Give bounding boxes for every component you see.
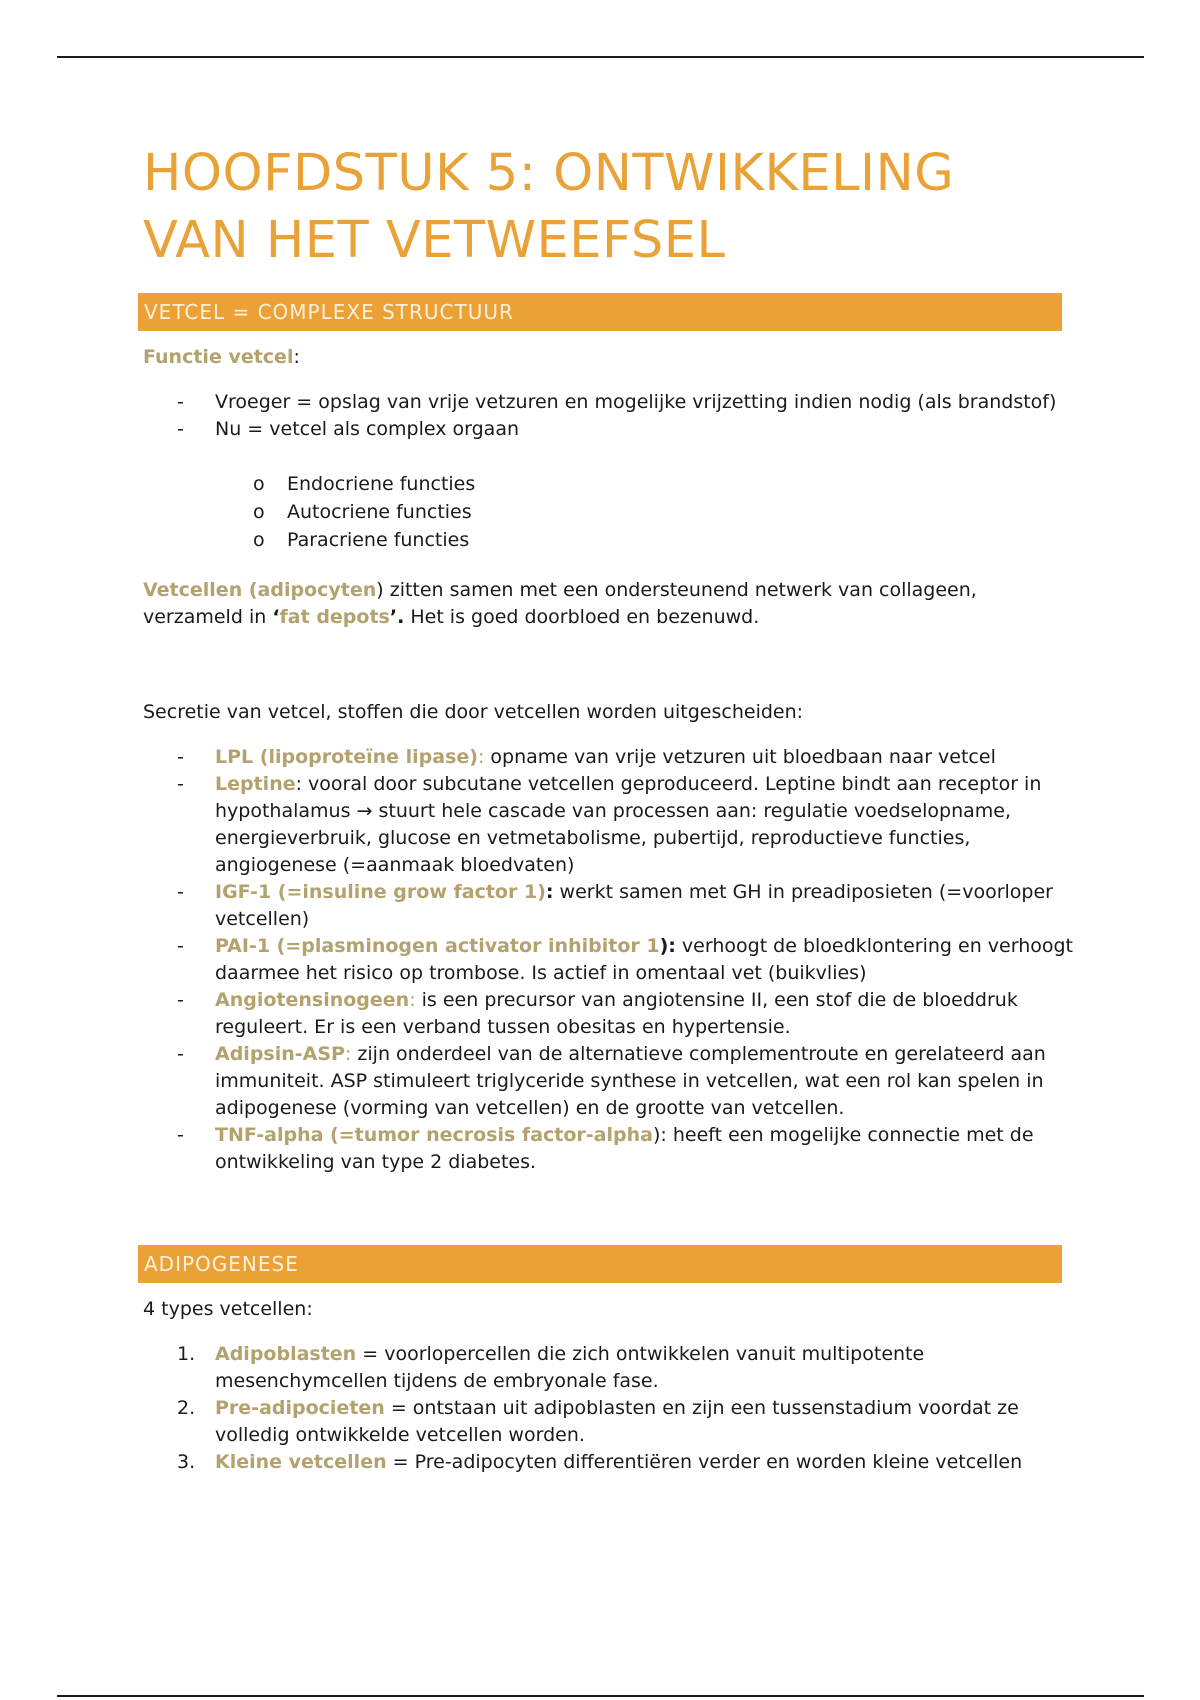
secretie-text: verhoogt de bloedklontering en verhoogt daarmee het risico op trombose. Is actief in omentaal vet (buikvlies) [215,935,1073,984]
secretie-text: is een precursor van angiotensine II, een stof die de bloeddruk reguleert. Er is een verband tussen obesitas en hypertensie. [215,989,1018,1038]
secretie-item-leptine [143,771,1073,879]
secretie-text: opname van vrije vetzuren uit bloedbaan naar vetcel [484,746,996,768]
type-text: = Pre-adipocyten differentiëren verder en worden kleine vetcellen [386,1451,1023,1473]
number-marker: 2. [177,1397,196,1419]
functie-label-line [143,344,1073,371]
sub-list-item [143,526,1073,554]
bottom-rule [57,1695,1144,1697]
secretie-sep: : [344,1043,352,1065]
number-marker: 1. [177,1343,196,1365]
type-text: = ontstaan uit adipoblasten en zijn een tussenstadium voordat ze volledig ontwikkelde vetcellen worden. [215,1397,1019,1446]
list-item [143,1395,1073,1449]
list-item-text: Nu = vetcel als complex orgaan [215,418,519,440]
secretie-sep: ): [659,935,676,957]
secretie-term: Angiotensinogeen [215,989,410,1011]
sub-list-item-text: Endocriene functies [287,473,476,495]
secretie-term: LPL (lipoproteïne lipase) [215,746,478,768]
top-rule [57,56,1144,58]
secretie-list [143,744,1073,1176]
secretie-intro: Secretie van vetcel, stoffen die door vetcellen worden uitgescheiden: [143,701,804,723]
bullet-marker: - [177,418,184,440]
functie-label: Functie vetcel [143,346,294,368]
bullet-marker: - [177,1043,184,1065]
sub-list-item-text: Paracriene functies [287,529,470,551]
vetcellen-paragraph [143,577,1073,631]
functie-list [143,389,1073,443]
secretie-item-angiotensinogeen [143,987,1073,1041]
functie-sublist [143,470,1073,554]
bullet-marker: - [177,989,184,1011]
bullet-marker: - [177,935,184,957]
adipocyten-term: Vetcellen (adipocyten [143,579,377,601]
sub-bullet-marker: o [253,529,265,551]
secretie-text: zijn onderdeel van de alternatieve complementroute en gerelateerd aan immuniteit. ASP stimuleert triglyceride synthese in vetcellen, wat een rol kan spelen in adipogenese (vorming van vetcellen) en de grootte van vetcellen. [215,1043,1046,1119]
bullet-marker: - [177,1124,184,1146]
vetcel-types-list [143,1341,1073,1476]
sub-list-item [143,498,1073,526]
paragraph-text: ) zitten samen met een ondersteunend netwerk van collageen, verzameld in [143,579,977,628]
quote-open: ‘ [272,606,280,628]
type-term: Adipoblasten [215,1343,357,1365]
number-marker: 3. [177,1451,196,1473]
secretie-sep: : [409,989,416,1011]
list-item [143,389,1073,416]
paragraph-text: Het is goed doorbloed en bezenuwd. [404,606,760,628]
functie-colon: : [293,346,300,368]
bullet-marker: - [177,773,184,795]
secretie-item-igf1 [143,879,1073,933]
bullet-marker: - [177,391,184,413]
list-item [143,1449,1073,1476]
secretie-item-adipsin [143,1041,1073,1122]
sub-bullet-marker: o [253,501,265,523]
secretie-sep: : [545,881,554,903]
secretie-item-pai1 [143,933,1073,987]
secretie-item-lpl [143,744,1073,771]
secretie-term: PAI-1 (=plasminogen activator inhibitor 1 [215,935,660,957]
secretie-sep: ): [652,1124,667,1146]
section-heading-adipogenese: ADIPOGENESE [138,1245,1062,1283]
sub-list-item [143,470,1073,498]
secretie-term: Adipsin-ASP [215,1043,345,1065]
page-title: HOOFDSTUK 5: ONTWIKKELING VAN HET VETWEEFSEL [143,144,955,270]
bullet-marker: - [177,881,184,903]
secretie-term: Leptine [215,773,296,795]
fat-depots-term: fat depots [279,606,390,628]
secretie-item-tnf [143,1122,1073,1176]
type-term: Pre-adipocieten [215,1397,385,1419]
list-item [143,1341,1073,1395]
secretie-text: werkt samen met GH in preadiposieten (=voorloper vetcellen) [215,881,1053,930]
adipogenese-intro: 4 types vetcellen: [143,1298,313,1320]
secretie-text: heeft een mogelijke connectie met de ontwikkeling van type 2 diabetes. [215,1124,1034,1173]
type-term: Kleine vetcellen [215,1451,387,1473]
bullet-marker: - [177,746,184,768]
sub-list-item-text: Autocriene functies [287,501,472,523]
section-heading-vetcel: VETCEL = COMPLEXE STRUCTUUR [138,293,1062,331]
list-item [143,416,1073,443]
type-text: = voorlopercellen die zich ontwikkelen vanuit multipotente mesenchymcellen tijdens de embryonale fase. [215,1343,925,1392]
secretie-sep: : [477,746,485,768]
secretie-text: vooral door subcutane vetcellen geproduceerd. Leptine bindt aan receptor in hypothalamus → stuurt hele cascade van processen aan: regulatie voedselopname, energieverbruik, glucose en vetmetabolisme, pubertijd, reproductieve functies, angiogenese (=aanmaak bloedvaten) [215,773,1042,876]
sub-bullet-marker: o [253,473,265,495]
secretie-term: IGF-1 (=insuline grow factor 1) [215,881,546,903]
quote-close: ’. [389,606,405,628]
secretie-sep: : [295,773,303,795]
secretie-term: TNF-alpha (=tumor necrosis factor-alpha [215,1124,653,1146]
list-item-text: Vroeger = opslag van vrije vetzuren en mogelijke vrijzetting indien nodig (als brandstof) [215,391,1057,413]
